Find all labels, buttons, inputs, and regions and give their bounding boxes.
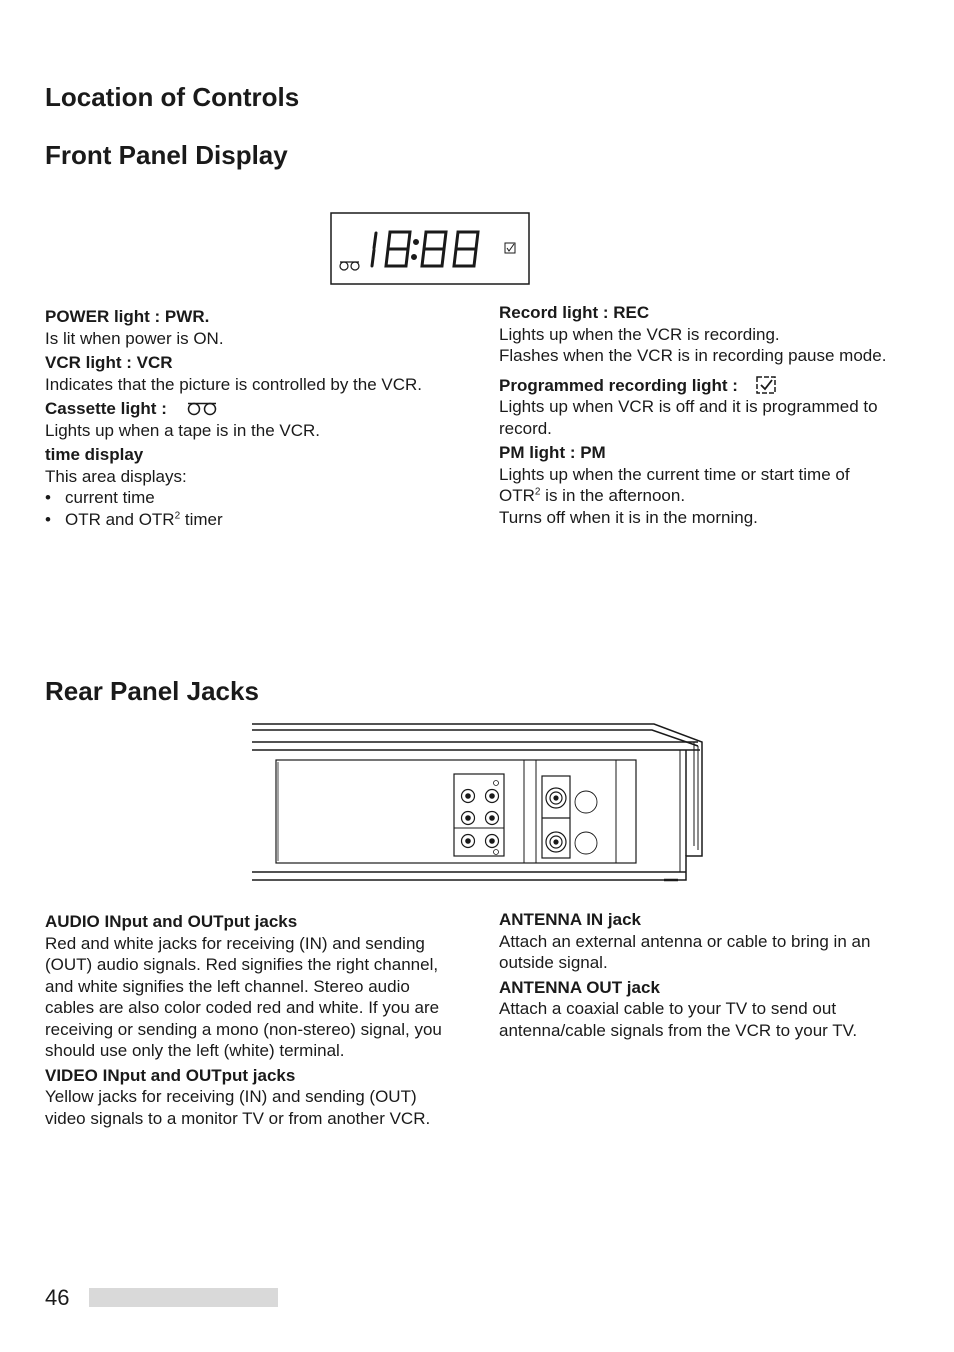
otr-text: OTR xyxy=(499,486,535,505)
pm-light-label: PM light : PM xyxy=(499,443,606,462)
video-jacks-label: VIDEO INput and OUTput jacks xyxy=(45,1065,296,1085)
front-panel-heading: Front Panel Display xyxy=(45,140,288,170)
pm-light-text-1: Lights up when the current time or start time of xyxy=(499,464,850,484)
front-panel-left-column xyxy=(45,306,455,530)
bullet-otr-timer xyxy=(45,509,455,531)
antenna-out-text: Attach a coaxial cable to your TV to send out antenna/cable signals from the VCR to your TV. xyxy=(499,999,858,1040)
rear-panel-left-column xyxy=(45,911,460,1129)
record-light-label: Record light : REC xyxy=(499,303,650,322)
page-number: 46 xyxy=(45,1285,70,1310)
power-light-label: POWER light : PWR. xyxy=(45,307,210,326)
rear-panel-heading: Rear Panel Jacks xyxy=(45,676,259,706)
programmed-recording-label: Programmed recording light : xyxy=(499,375,738,395)
audio-jacks-label: AUDIO INput and OUTput jacks xyxy=(45,912,298,931)
time-display-text: This area displays: xyxy=(45,466,187,486)
pm-light-text-3: Turns off when it is in the morning. xyxy=(499,507,758,527)
front-panel-display-illustration xyxy=(330,212,530,285)
rear-panel-right-column xyxy=(499,909,909,1041)
power-light-text: Is lit when power is ON. xyxy=(45,328,224,348)
cassette-light-text: Lights up when a tape is in the VCR. xyxy=(45,420,320,440)
vcr-light-label: VCR light : VCR xyxy=(45,353,173,372)
record-light-text-1: Lights up when the VCR is recording. xyxy=(499,324,780,344)
vcr-light-text: Indicates that the picture is controlled by the VCR. xyxy=(45,374,423,394)
otr-text: OTR and OTR xyxy=(65,509,175,529)
antenna-in-text: Attach an external antenna or cable to bring in an outside signal. xyxy=(499,931,871,972)
programmed-recording-label-row xyxy=(499,375,909,397)
bullet-current-time: • current time xyxy=(45,487,455,509)
antenna-out-label: ANTENNA OUT jack xyxy=(499,977,660,997)
programmed-recording-text: Lights up when VCR is off and it is programmed to record. xyxy=(499,397,878,438)
rear-panel-illustration xyxy=(250,720,706,888)
programmed-recording-icon xyxy=(755,375,777,395)
cassette-light-label: Cassette light : xyxy=(45,399,167,418)
front-panel-right-column xyxy=(499,302,909,528)
audio-video-jacks xyxy=(462,781,499,855)
otr-superscript: 2 xyxy=(534,486,541,498)
page-title: Location of Controls xyxy=(45,82,300,112)
cassette-icon xyxy=(184,400,222,416)
time-display-label: time display xyxy=(45,445,144,464)
antenna-in-label: ANTENNA IN jack xyxy=(499,910,642,929)
otr-superscript: 2 xyxy=(174,509,181,521)
video-jacks-text: Yellow jacks for receiving (IN) and sending (OUT) video signals to a monitor TV or from another VCR. xyxy=(45,1087,431,1128)
timer-text: timer xyxy=(180,509,223,529)
cassette-light-label-row xyxy=(45,398,455,420)
audio-jacks-text: Red and white jacks for receiving (IN) and sending (OUT) audio signals. Red signifies the right channel, and white signifies the left channel. Stereo audio cables are also color coded red and white. If you are receiving or sending a mono (non-stereo) signal, you should use only the left (white) terminal. xyxy=(45,933,442,1060)
afternoon-text: is in the afternoon. xyxy=(540,486,686,505)
antenna-jacks xyxy=(542,776,597,858)
footer-bar xyxy=(89,1288,278,1307)
pm-light-text-2 xyxy=(499,485,909,507)
record-light-text-2: Flashes when the VCR is in recording pause mode. xyxy=(499,346,887,365)
